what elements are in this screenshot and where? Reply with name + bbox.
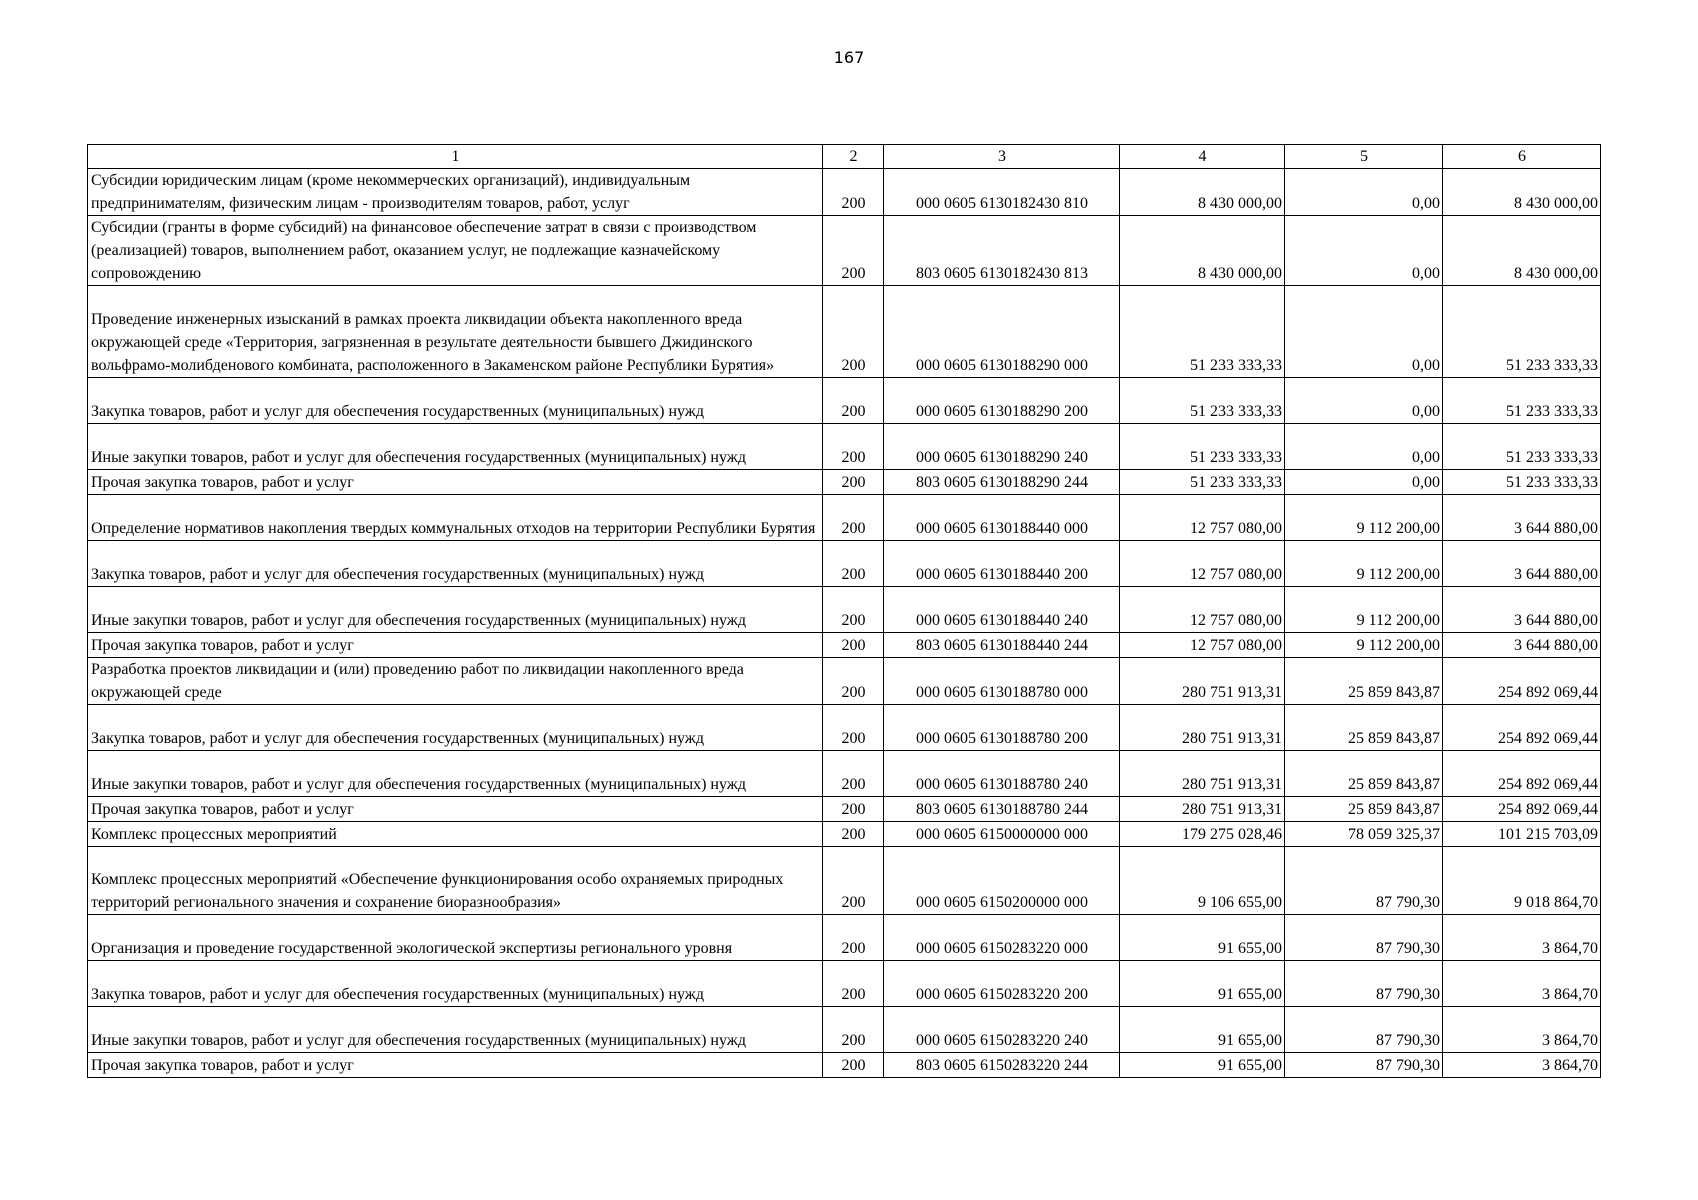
row-name: Закупка товаров, работ и услуг для обеспечения государственных (муниципальных) нужд [88, 961, 823, 1007]
column-header: 1 [88, 145, 823, 169]
row-value-5: 25 859 843,87 [1285, 751, 1443, 797]
row-value-6: 51 233 333,33 [1443, 470, 1601, 495]
row-value-6: 3 864,70 [1443, 1007, 1601, 1053]
row-code: 200 [823, 424, 884, 470]
table-row [88, 705, 1601, 751]
row-value-5: 0,00 [1285, 286, 1443, 378]
row-name: Иные закупки товаров, работ и услуг для обеспечения государственных (муниципальных) нужд [88, 587, 823, 633]
table-row [88, 216, 1601, 286]
row-kbk: 000 0605 6130188290 000 [884, 286, 1120, 378]
row-value-4: 280 751 913,31 [1120, 658, 1285, 705]
row-value-5: 25 859 843,87 [1285, 705, 1443, 751]
row-value-4: 51 233 333,33 [1120, 424, 1285, 470]
row-name: Субсидии (гранты в форме субсидий) на финансовое обеспечение затрат в связи с производством (реализацией) товаров, выполнением работ, оказанием услуг, не подлежащие казначейскому сопровождению [88, 216, 823, 286]
row-code: 200 [823, 541, 884, 587]
table-row [88, 424, 1601, 470]
row-code: 200 [823, 847, 884, 915]
row-code: 200 [823, 495, 884, 541]
row-value-4: 8 430 000,00 [1120, 216, 1285, 286]
table-row [88, 169, 1601, 216]
row-value-4: 9 106 655,00 [1120, 847, 1285, 915]
row-code: 200 [823, 797, 884, 822]
row-name: Определение нормативов накопления твердых коммунальных отходов на территории Республики Бурятия [88, 495, 823, 541]
row-kbk: 000 0605 6130188440 200 [884, 541, 1120, 587]
row-value-5: 78 059 325,37 [1285, 822, 1443, 847]
row-kbk: 000 0605 6130188440 000 [884, 495, 1120, 541]
row-name: Закупка товаров, работ и услуг для обеспечения государственных (муниципальных) нужд [88, 541, 823, 587]
row-value-4: 280 751 913,31 [1120, 705, 1285, 751]
row-value-5: 25 859 843,87 [1285, 658, 1443, 705]
row-value-6: 9 018 864,70 [1443, 847, 1601, 915]
row-value-4: 280 751 913,31 [1120, 797, 1285, 822]
row-value-5: 0,00 [1285, 378, 1443, 424]
row-name: Проведение инженерных изысканий в рамках проекта ликвидации объекта накопленного вреда окружающей среде «Территория, загрязненная в результате деятельности бывшего Джидинского вольфрамо-молибденового комбината, расположенного в Закаменском районе Республики Бурятия» [88, 286, 823, 378]
column-header: 4 [1120, 145, 1285, 169]
row-value-6: 8 430 000,00 [1443, 169, 1601, 216]
row-value-4: 12 757 080,00 [1120, 633, 1285, 658]
row-kbk: 000 0605 6150283220 000 [884, 915, 1120, 961]
row-value-6: 254 892 069,44 [1443, 658, 1601, 705]
row-name: Прочая закупка товаров, работ и услуг [88, 633, 823, 658]
budget-table [87, 144, 1601, 1078]
row-code: 200 [823, 378, 884, 424]
row-code: 200 [823, 633, 884, 658]
row-value-5: 9 112 200,00 [1285, 587, 1443, 633]
row-value-5: 0,00 [1285, 216, 1443, 286]
row-value-5: 87 790,30 [1285, 1053, 1443, 1078]
row-value-6: 8 430 000,00 [1443, 216, 1601, 286]
row-kbk: 000 0605 6130188780 000 [884, 658, 1120, 705]
row-name: Закупка товаров, работ и услуг для обеспечения государственных (муниципальных) нужд [88, 378, 823, 424]
table-row [88, 470, 1601, 495]
row-value-5: 0,00 [1285, 169, 1443, 216]
table-row [88, 587, 1601, 633]
row-name: Комплекс процессных мероприятий «Обеспечение функционирования особо охраняемых природных территорий регионального значения и сохранение биоразнообразия» [88, 847, 823, 915]
row-value-4: 91 655,00 [1120, 915, 1285, 961]
row-value-6: 51 233 333,33 [1443, 378, 1601, 424]
row-code: 200 [823, 751, 884, 797]
row-value-6: 51 233 333,33 [1443, 424, 1601, 470]
row-value-5: 0,00 [1285, 470, 1443, 495]
row-value-4: 12 757 080,00 [1120, 587, 1285, 633]
table-row [88, 797, 1601, 822]
row-value-4: 51 233 333,33 [1120, 286, 1285, 378]
table-row [88, 822, 1601, 847]
row-kbk: 000 0605 6130188440 240 [884, 587, 1120, 633]
row-name: Закупка товаров, работ и услуг для обеспечения государственных (муниципальных) нужд [88, 705, 823, 751]
row-code: 200 [823, 286, 884, 378]
row-kbk: 000 0605 6130188780 240 [884, 751, 1120, 797]
row-kbk: 000 0605 6150283220 240 [884, 1007, 1120, 1053]
row-kbk: 000 0605 6150000000 000 [884, 822, 1120, 847]
row-value-4: 280 751 913,31 [1120, 751, 1285, 797]
table-row [88, 633, 1601, 658]
row-name: Организация и проведение государственной экологической экспертизы регионального уровня [88, 915, 823, 961]
row-kbk: 000 0605 6130188290 240 [884, 424, 1120, 470]
row-value-5: 87 790,30 [1285, 847, 1443, 915]
row-value-5: 87 790,30 [1285, 1007, 1443, 1053]
row-code: 200 [823, 961, 884, 1007]
row-code: 200 [823, 822, 884, 847]
row-value-4: 51 233 333,33 [1120, 470, 1285, 495]
row-kbk: 000 0605 6130188290 200 [884, 378, 1120, 424]
row-value-5: 87 790,30 [1285, 915, 1443, 961]
row-code: 200 [823, 705, 884, 751]
row-value-4: 51 233 333,33 [1120, 378, 1285, 424]
row-value-6: 3 864,70 [1443, 915, 1601, 961]
row-code: 200 [823, 169, 884, 216]
row-code: 200 [823, 1053, 884, 1078]
row-code: 200 [823, 1007, 884, 1053]
row-code: 200 [823, 470, 884, 495]
column-header: 3 [884, 145, 1120, 169]
row-name: Прочая закупка товаров, работ и услуг [88, 797, 823, 822]
row-value-4: 12 757 080,00 [1120, 495, 1285, 541]
row-value-6: 3 644 880,00 [1443, 587, 1601, 633]
row-value-6: 254 892 069,44 [1443, 705, 1601, 751]
row-kbk: 803 0605 6130188290 244 [884, 470, 1120, 495]
table-row [88, 378, 1601, 424]
row-value-4: 91 655,00 [1120, 1053, 1285, 1078]
row-value-6: 3 864,70 [1443, 961, 1601, 1007]
row-name: Прочая закупка товаров, работ и услуг [88, 470, 823, 495]
row-value-4: 8 430 000,00 [1120, 169, 1285, 216]
row-value-6: 101 215 703,09 [1443, 822, 1601, 847]
table-row [88, 1007, 1601, 1053]
row-value-5: 9 112 200,00 [1285, 495, 1443, 541]
row-name: Прочая закупка товаров, работ и услуг [88, 1053, 823, 1078]
table-row [88, 286, 1601, 378]
row-value-5: 25 859 843,87 [1285, 797, 1443, 822]
table-row [88, 541, 1601, 587]
row-kbk: 803 0605 6150283220 244 [884, 1053, 1120, 1078]
row-value-5: 87 790,30 [1285, 961, 1443, 1007]
column-header: 2 [823, 145, 884, 169]
row-name: Разработка проектов ликвидации и (или) проведению работ по ликвидации накопленного вреда окружающей среде [88, 658, 823, 705]
row-code: 200 [823, 587, 884, 633]
table-row [88, 658, 1601, 705]
row-name: Иные закупки товаров, работ и услуг для обеспечения государственных (муниципальных) нужд [88, 751, 823, 797]
row-name: Комплекс процессных мероприятий [88, 822, 823, 847]
row-code: 200 [823, 658, 884, 705]
row-kbk: 803 0605 6130188780 244 [884, 797, 1120, 822]
row-value-4: 12 757 080,00 [1120, 541, 1285, 587]
row-name: Субсидии юридическим лицам (кроме некоммерческих организаций), индивидуальным предпринимателям, физическим лицам - производителям товаров, работ, услуг [88, 169, 823, 216]
column-header: 5 [1285, 145, 1443, 169]
table-row [88, 915, 1601, 961]
row-value-6: 3 864,70 [1443, 1053, 1601, 1078]
row-code: 200 [823, 915, 884, 961]
row-value-6: 254 892 069,44 [1443, 751, 1601, 797]
row-kbk: 000 0605 6150283220 200 [884, 961, 1120, 1007]
row-value-6: 254 892 069,44 [1443, 797, 1601, 822]
row-kbk: 000 0605 6130182430 810 [884, 169, 1120, 216]
row-value-6: 3 644 880,00 [1443, 541, 1601, 587]
row-value-4: 91 655,00 [1120, 961, 1285, 1007]
row-code: 200 [823, 216, 884, 286]
column-header: 6 [1443, 145, 1601, 169]
row-kbk: 000 0605 6130188780 200 [884, 705, 1120, 751]
row-value-5: 9 112 200,00 [1285, 541, 1443, 587]
row-value-6: 3 644 880,00 [1443, 633, 1601, 658]
row-kbk: 000 0605 6150200000 000 [884, 847, 1120, 915]
table-row [88, 1053, 1601, 1078]
row-value-6: 51 233 333,33 [1443, 286, 1601, 378]
row-kbk: 803 0605 6130182430 813 [884, 216, 1120, 286]
table-row [88, 847, 1601, 915]
row-value-5: 9 112 200,00 [1285, 633, 1443, 658]
table-row [88, 961, 1601, 1007]
table-row [88, 751, 1601, 797]
row-name: Иные закупки товаров, работ и услуг для обеспечения государственных (муниципальных) нужд [88, 424, 823, 470]
table-header-row [88, 145, 1601, 169]
row-name: Иные закупки товаров, работ и услуг для обеспечения государственных (муниципальных) нужд [88, 1007, 823, 1053]
row-kbk: 803 0605 6130188440 244 [884, 633, 1120, 658]
page-number: 167 [833, 48, 865, 67]
row-value-6: 3 644 880,00 [1443, 495, 1601, 541]
row-value-4: 179 275 028,46 [1120, 822, 1285, 847]
table-row [88, 495, 1601, 541]
row-value-5: 0,00 [1285, 424, 1443, 470]
row-value-4: 91 655,00 [1120, 1007, 1285, 1053]
